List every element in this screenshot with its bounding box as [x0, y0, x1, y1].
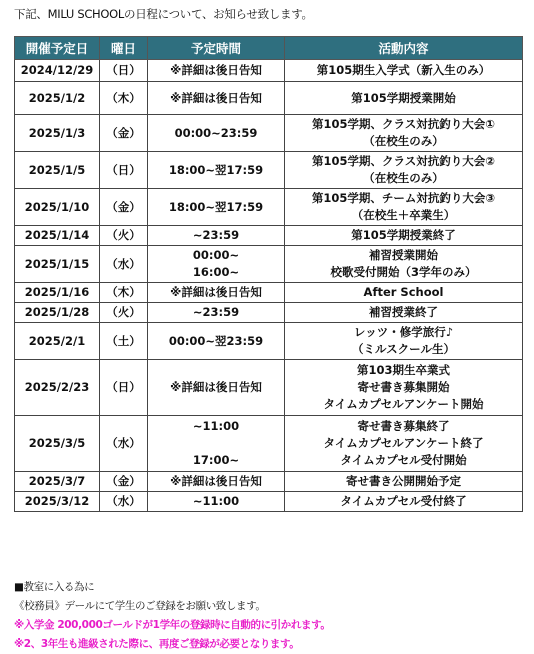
time-line: 00:00~翌23:59: [168, 333, 264, 348]
time-cell: [148, 472, 285, 492]
schedule-table: [14, 36, 523, 512]
day-cell: （金）: [100, 472, 148, 492]
time-line: ~23:59: [192, 228, 240, 242]
table-row: [15, 82, 523, 115]
table-row: [15, 360, 523, 416]
activity-line: 第105学期、クラス対抗釣り大会②: [312, 154, 495, 168]
date-cell: 2025/1/2: [15, 82, 100, 115]
note-highlight: ※2、3年生も進級された際に、再度ご登録が必要となります。: [14, 638, 300, 650]
date-cell: 2025/3/5: [15, 416, 100, 472]
table-row: [15, 472, 523, 492]
activity-cell: [285, 416, 523, 472]
time-cell: [148, 492, 285, 512]
activity-line: タイムカプセルアンケート開始: [323, 397, 484, 411]
table-row: [15, 416, 523, 472]
table-row: [15, 323, 523, 360]
activity-line: 第105学期、チーム対抗釣り大会③: [311, 191, 496, 205]
day-cell: （金）: [100, 189, 148, 226]
day-cell: （水）: [100, 492, 148, 512]
day-cell: （日）: [100, 60, 148, 82]
time-line: ~11:00: [192, 494, 240, 508]
date-cell: 2025/2/1: [15, 323, 100, 360]
activity-line: タイムカプセル受付終了: [340, 494, 467, 508]
day-cell: （木）: [100, 283, 148, 303]
time-cell: [148, 360, 285, 416]
date-cell: 2024/12/29: [15, 60, 100, 82]
activity-cell: [285, 360, 523, 416]
intro-text: 下記、MILU SCHOOLの日程について、お知らせ致します。: [14, 7, 313, 21]
activity-line: 第105学期授業終了: [351, 228, 456, 242]
activity-line: （在校生のみ）: [363, 171, 444, 185]
activity-line: 第103期生卒業式: [356, 363, 450, 377]
activity-line: 第105学期、クラス対抗釣り大会①: [312, 117, 495, 131]
activity-line: 第105期生入学式（新入生のみ）: [316, 63, 491, 77]
activity-line: 第105学期授業開始: [351, 90, 456, 105]
activity-cell: [285, 472, 523, 492]
activity-cell: [285, 246, 523, 283]
activity-line: 補習授業終了: [369, 305, 438, 319]
date-cell: 2025/1/10: [15, 189, 100, 226]
day-cell: （金）: [100, 115, 148, 152]
day-cell: （土）: [100, 323, 148, 360]
time-line: ※詳細は後日告知: [170, 380, 262, 394]
date-cell: 2025/1/5: [15, 152, 100, 189]
note-line: 《校務員》デールにて学生のご登録をお願い致します。: [14, 600, 266, 612]
note-line: ■教室に入る為に: [14, 581, 95, 593]
time-cell: [148, 323, 285, 360]
day-cell: （日）: [100, 360, 148, 416]
date-cell: 2025/3/12: [15, 492, 100, 512]
activity-cell: [285, 189, 523, 226]
table-row: [15, 226, 523, 246]
time-cell: [148, 283, 285, 303]
time-cell: [148, 416, 285, 472]
table-row: [15, 303, 523, 323]
time-line: 16:00~: [192, 265, 240, 279]
activity-line: 校歌受付開始（3学年のみ）: [330, 265, 477, 279]
table-row: [15, 492, 523, 512]
time-line: ※詳細は後日告知: [170, 474, 262, 488]
date-cell: 2025/1/16: [15, 283, 100, 303]
activity-line: タイムカプセルアンケート終了: [323, 436, 484, 450]
notes: [14, 578, 330, 654]
table-row: [15, 283, 523, 303]
date-cell: 2025/1/14: [15, 226, 100, 246]
time-line: 17:00~: [192, 453, 240, 467]
header-activity: 活動内容: [285, 37, 523, 60]
activity-line: After School: [363, 285, 444, 299]
time-cell: [148, 226, 285, 246]
activity-cell: [285, 152, 523, 189]
activity-cell: [285, 303, 523, 323]
activity-line: 寄せ書き募集終了: [357, 419, 450, 433]
activity-cell: [285, 115, 523, 152]
note-highlight: ※入学金 200,000ゴールドが1学年の登録時に自動的に引かれます。: [14, 619, 331, 631]
time-line: ~23:59: [192, 305, 240, 319]
time-line: 00:00~23:59: [174, 125, 258, 140]
header-date: 開催予定日: [15, 37, 100, 60]
time-line: 18:00~翌17:59: [168, 199, 264, 214]
activity-cell: [285, 60, 523, 82]
table-row: [15, 246, 523, 283]
header-time: 予定時間: [148, 37, 285, 60]
activity-line: レッツ・修学旅行♪: [353, 325, 454, 339]
activity-cell: [285, 323, 523, 360]
activity-cell: [285, 283, 523, 303]
activity-cell: [285, 226, 523, 246]
time-cell: [148, 303, 285, 323]
table-header-row: [15, 37, 523, 60]
table-row: [15, 60, 523, 82]
activity-cell: [285, 82, 523, 115]
date-cell: 2025/1/28: [15, 303, 100, 323]
table-row: [15, 115, 523, 152]
activity-line: 寄せ書き募集開始: [357, 380, 450, 394]
time-cell: [148, 82, 285, 115]
time-line: ~11:00: [192, 419, 240, 433]
day-cell: （火）: [100, 303, 148, 323]
activity-line: （在校生＋卒業生）: [351, 208, 456, 222]
header-day: 曜日: [100, 37, 148, 60]
time-cell: [148, 115, 285, 152]
time-line: 18:00~翌17:59: [168, 162, 264, 177]
date-cell: 2025/1/3: [15, 115, 100, 152]
activity-line: 寄せ書き公開開始予定: [346, 474, 461, 488]
day-cell: （木）: [100, 82, 148, 115]
date-cell: 2025/1/15: [15, 246, 100, 283]
activity-line: （在校生のみ）: [363, 134, 444, 148]
time-line: ※詳細は後日告知: [170, 285, 262, 299]
table-row: [15, 152, 523, 189]
time-cell: [148, 189, 285, 226]
time-line: ※詳細は後日告知: [170, 63, 262, 77]
day-cell: （火）: [100, 226, 148, 246]
day-cell: （水）: [100, 246, 148, 283]
time-line: [150, 435, 282, 452]
activity-line: 補習授業開始: [369, 248, 438, 262]
time-line: ※詳細は後日告知: [170, 90, 262, 105]
activity-cell: [285, 492, 523, 512]
time-line: 00:00~: [192, 248, 240, 262]
activity-line: （ミルスクール生）: [352, 342, 455, 356]
time-cell: [148, 246, 285, 283]
time-cell: [148, 152, 285, 189]
activity-line: タイムカプセル受付開始: [340, 453, 467, 467]
day-cell: （水）: [100, 416, 148, 472]
time-cell: [148, 60, 285, 82]
day-cell: （日）: [100, 152, 148, 189]
table-row: [15, 189, 523, 226]
date-cell: 2025/3/7: [15, 472, 100, 492]
date-cell: 2025/2/23: [15, 360, 100, 416]
table-body: [15, 60, 523, 512]
